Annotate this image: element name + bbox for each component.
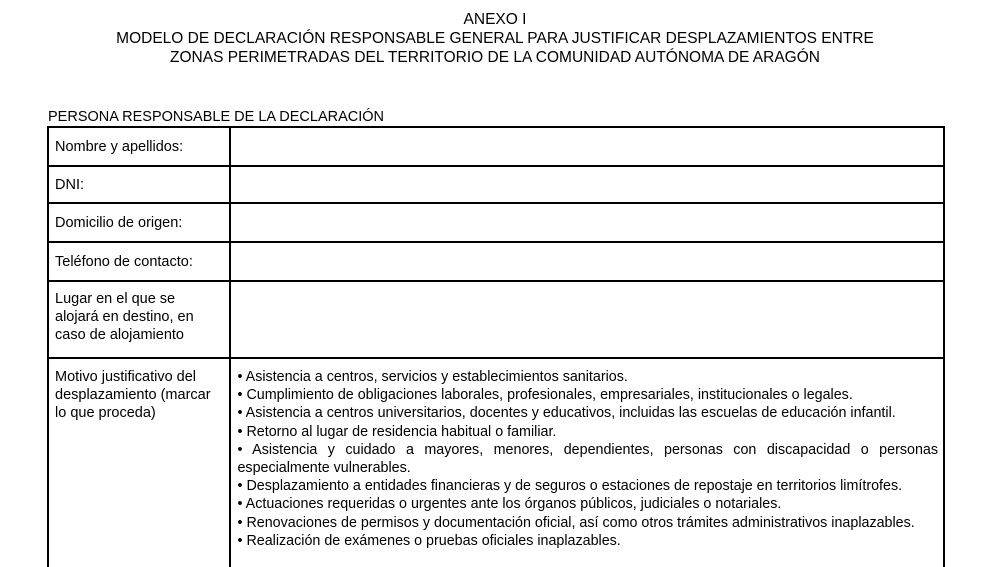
form-row-nombre (48, 127, 944, 166)
motivo-option[interactable]: • Realización de exámenes o pruebas oficiales inaplazables. (237, 532, 621, 549)
form-row-dni (48, 166, 944, 203)
field-telefono[interactable] (230, 242, 944, 281)
motivo-option[interactable]: • Asistencia y cuidado a mayores, menores, dependientes, personas con discapacidad o personas especialmente vulnerables. (237, 441, 938, 477)
label-motivo-line: Motivo justificativo del (55, 369, 197, 385)
label-alojamiento-line: caso de alojamiento (55, 327, 184, 343)
motivo-option[interactable]: • Cumplimiento de obligaciones laborales, profesionales, empresariales, institucionales o legales. (237, 387, 853, 404)
motivo-option[interactable]: • Actuaciones requeridas o urgentes ante los órganos públicos, judiciales o notariales. (237, 496, 782, 513)
section-title: PERSONA RESPONSABLE DE LA DECLARACIÓN (48, 109, 385, 125)
label-motivo-line: desplazamiento (marcar (55, 387, 211, 403)
motivo-option[interactable]: • Desplazamiento a entidades financieras y de seguros o estaciones de repostaje en territorios limítrofes. (237, 478, 903, 495)
label-nombre: Nombre y apellidos: (48, 127, 230, 166)
field-domicilio[interactable] (230, 203, 944, 242)
motivo-option[interactable]: • Asistencia a centros universitarios, docentes y educativos, incluidas las escuelas de educación infantil. (237, 405, 896, 422)
field-dni[interactable] (230, 166, 944, 203)
motivo-option[interactable]: • Retorno al lugar de residencia habitual o familiar. (237, 423, 557, 440)
label-telefono: Teléfono de contacto: (48, 242, 230, 281)
label-alojamiento-line: Lugar en el que se (55, 291, 176, 307)
form-row-domicilio (48, 203, 944, 242)
motivo-options-list (230, 358, 944, 567)
label-alojamiento-line: alojará en destino, en (55, 309, 194, 325)
motivo-option[interactable]: • Asistencia a centros, servicios y establecimientos sanitarios. (237, 369, 628, 385)
form-row-motivo (48, 358, 944, 567)
label-alojamiento (48, 281, 230, 358)
form-row-telefono (48, 242, 944, 281)
annex-heading: ANEXO I (463, 11, 527, 28)
motivo-option[interactable]: • Renovaciones de permisos y documentación oficial, así como otros trámites administrativos inaplazables. (237, 514, 915, 531)
field-nombre[interactable] (230, 127, 944, 166)
label-motivo-line: lo que proceda) (55, 405, 156, 421)
declaration-form-table (47, 126, 945, 567)
label-motivo (48, 358, 230, 567)
title-line-2: ZONAS PERIMETRADAS DEL TERRITORIO DE LA COMUNIDAD AUTÓNOMA DE ARAGÓN (170, 49, 820, 66)
label-dni: DNI: (48, 166, 230, 203)
document-header (0, 10, 990, 67)
form-row-alojamiento (48, 281, 944, 358)
title-line-1: MODELO DE DECLARACIÓN RESPONSABLE GENERAL PARA JUSTIFICAR DESPLAZAMIENTOS ENTRE (116, 30, 874, 47)
label-domicilio: Domicilio de origen: (48, 203, 230, 242)
field-alojamiento[interactable] (230, 281, 944, 358)
